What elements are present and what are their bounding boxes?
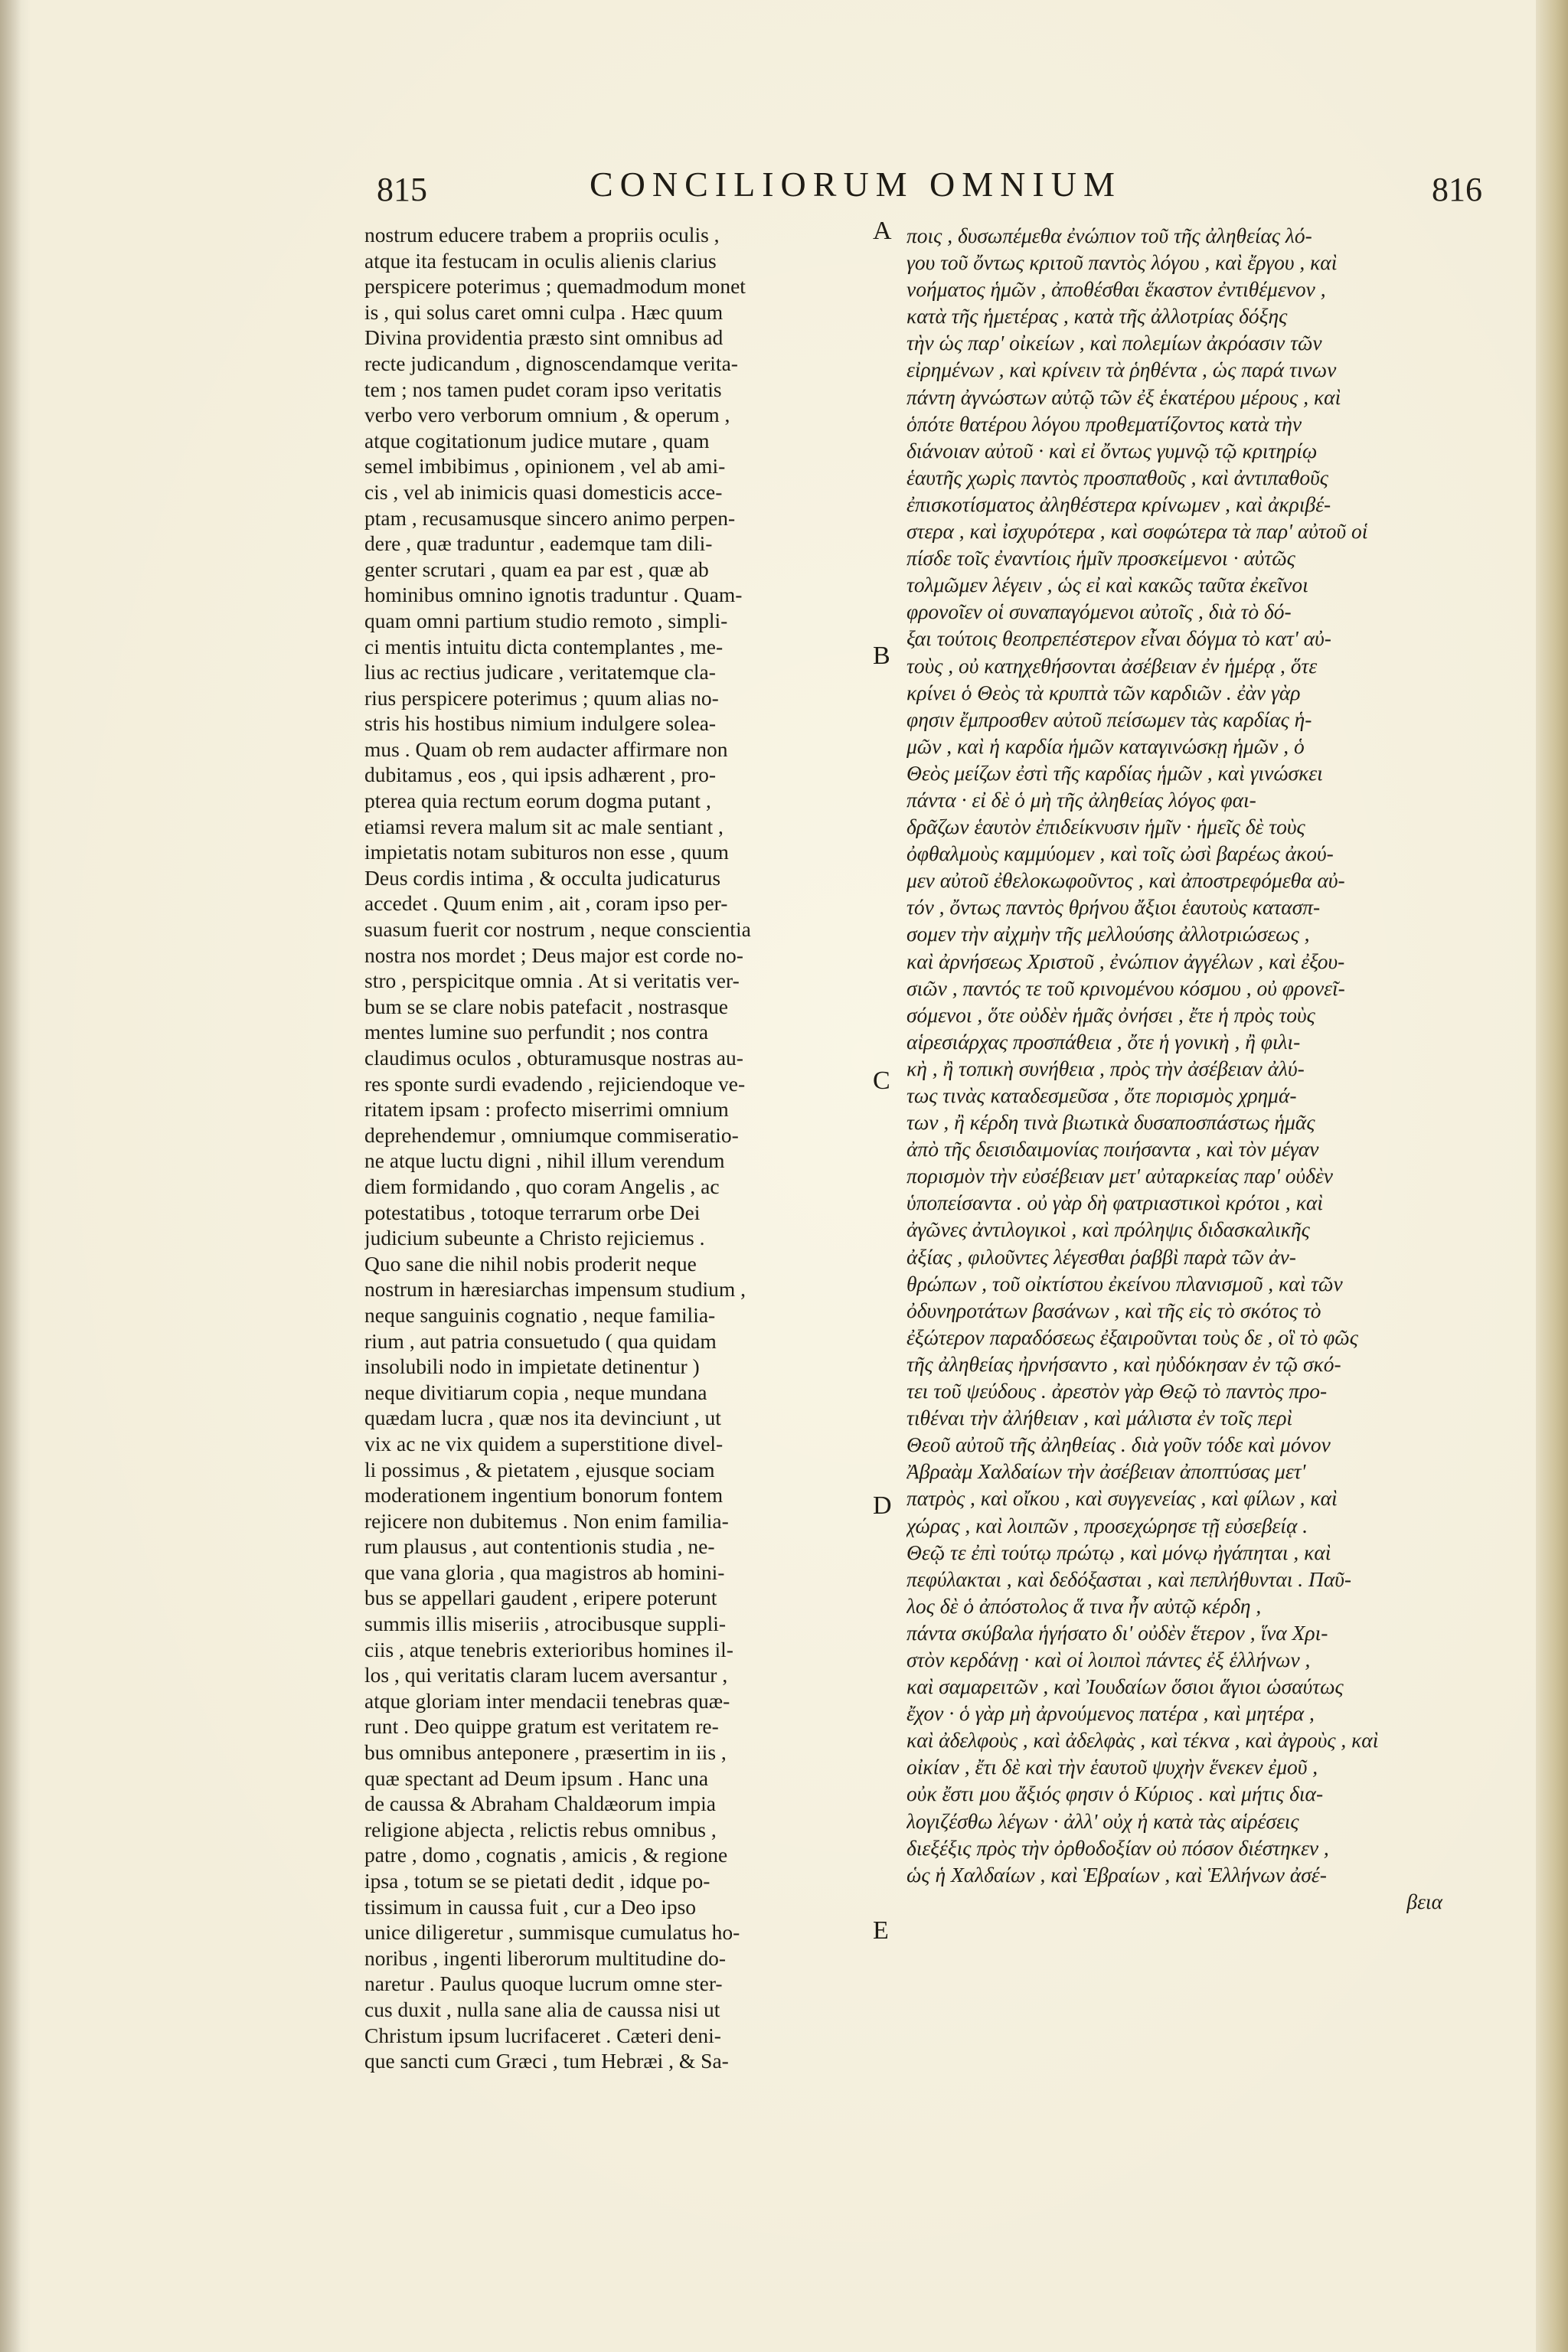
latin-text-column <box>364 222 870 2074</box>
latin-text-line: res sponte surdi evadendo , rejiciendoque ve- <box>364 1071 746 1096</box>
latin-text-line: nostrum in hæresiarchas impensum studium , <box>364 1277 746 1302</box>
latin-text-line: potestatibus , totoque terrarum orbe Dei <box>364 1200 701 1224</box>
greek-text-line: μεν αὐτοῦ ἐθελοκωφοῦντος , καὶ ἀποστρεφόμεθα αὐ- <box>906 868 1345 893</box>
latin-text-line: claudimus oculos , obturamusque nostras au- <box>364 1046 743 1070</box>
latin-text-line: dubitamus , eos , qui ipsis adhærent , pro- <box>364 763 717 787</box>
latin-text-line: tissimum in caussa fuit , cur a Deo ipso <box>364 1894 697 1919</box>
greek-text-line: διεξέξις πρὸς τὴν ὀρθοδοξίαν οὐ πόσον διέστηκεν , <box>906 1835 1329 1860</box>
greek-text-line: φρονοῖεν οἱ συναπαγόμενοι αὐτοῖς , διὰ τὸ δό- <box>906 599 1292 624</box>
latin-text-line: atque ita festucam in oculis alienis clarius <box>364 248 717 273</box>
greek-text-column <box>906 222 1496 1915</box>
latin-text-line: unice diligeretur , summisque cumulatus ho- <box>364 1920 740 1945</box>
latin-text-line: verbo vero verborum omnium , & operum , <box>364 403 730 427</box>
greek-text-line: Ἀβραὰμ Χαλδαίων τὴν ἀσέβειαν ἀποπτύσας μετ' <box>906 1459 1306 1484</box>
greek-text-line: καὶ ἀρνήσεως Χριστοῦ , ἐνώπιον ἀγγέλων , καὶ ἐξου- <box>906 949 1345 973</box>
page-number-right: 816 <box>1432 171 1482 208</box>
latin-text-line: summis illis miseriis , atrocibusque suppli- <box>364 1612 727 1636</box>
greek-text-line: ἐπισκοτίσματος ἀληθέστερα κρίνωμεν , καὶ ἀκριβέ- <box>906 492 1331 516</box>
latin-text-line: ne atque luctu digni , nihil illum verendum <box>364 1148 725 1173</box>
greek-text-line: πεφύλακται , καὶ δεδόξασται , καὶ πεπλήθυνται . Παῦ- <box>906 1566 1352 1591</box>
latin-text-line: dere , quæ traduntur , eademque tam dili- <box>364 531 713 556</box>
latin-text-line: ptam , recusamusque sincero animo perpen- <box>364 505 736 530</box>
latin-text-line: moderationem ingentium bonorum fontem <box>364 1483 724 1508</box>
greek-text-line: τει τοῦ ψεύδους . ἀρεστὸν γὰρ Θεῷ τὸ παντὸς προ- <box>906 1379 1328 1403</box>
greek-text-line: τῆς ἀληθείας ἠρνήσαντο , καὶ ηὐδόκησαν ἐν τῷ σκό- <box>906 1351 1341 1376</box>
latin-text-line: diem formidando , quo coram Angelis , ac <box>364 1174 720 1198</box>
latin-text-line: stris his hostibus nimium indulgere solea- <box>364 711 717 736</box>
greek-text-line: ἔχον · ὁ γὰρ μὴ ἀρνούμενος πατέρα , καὶ μητέρα , <box>906 1701 1315 1726</box>
latin-text-line: suasum fuerit cor nostrum , neque conscientia <box>364 917 751 942</box>
latin-text-line: noribus , ingenti liberorum multitudine do- <box>364 1945 727 1970</box>
greek-text-line: λογιζέσθω λέγων · ἀλλ' οὐχ ἡ κατὰ τὰς αἱρέσεις <box>906 1808 1299 1833</box>
latin-text-line: vix ac ne vix quidem a superstitione divel- <box>364 1431 724 1455</box>
latin-text-line: runt . Deo quippe gratum est veritatem re- <box>364 1714 719 1739</box>
greek-text-line: των , ἢ κέρδη τινὰ βιωτικὰ δυσαποσπάστως ἡμᾶς <box>906 1110 1315 1135</box>
greek-text-line: καὶ ἀδελφοὺς , καὶ ἀδελφὰς , καὶ τέκνα , καὶ ἀγροὺς , καὶ <box>906 1728 1379 1753</box>
section-marker-a: A <box>873 217 892 245</box>
greek-text-line: σόμενοι , ὅτε οὐδὲν ἡμᾶς ὀνήσει , ἔτε ἡ πρὸς τοὺς <box>906 1002 1315 1027</box>
greek-text-line: στερα , καὶ ἰσχυρότερα , καὶ σοφώτερα τὰ παρ' αὐτοῦ οἱ <box>906 519 1368 544</box>
latin-text-line: insolubili nodo in impietate detinentur ) <box>364 1354 700 1379</box>
greek-text-line: ὀφθαλμοὺς καμμύομεν , καὶ τοῖς ὠσὶ βαρέως ἀκού- <box>906 841 1334 866</box>
latin-text-line: is , qui solus caret omni culpa . Hæc quum <box>364 299 724 324</box>
latin-text-line: atque cogitationum judice mutare , quam <box>364 428 710 452</box>
page-fold-shadow <box>0 0 21 2352</box>
greek-text-line: εἰρημένων , καὶ κρίνειν τὰ ῥηθέντα , ὡς παρά τινων <box>906 358 1337 382</box>
greek-text-line: λος δὲ ὁ ἀπόστολος ἅ τινα ἦν αὐτῷ κέρδη , <box>906 1593 1262 1618</box>
latin-text-line: nostrum educere trabem a propriis oculis , <box>364 223 720 247</box>
greek-text-line: νοήματος ἡμῶν , ἀποθέσθαι ἕκαστον ἐντιθέμενον , <box>906 277 1326 302</box>
latin-text-line: genter scrutari , quam ea par est , quæ ab <box>364 557 709 581</box>
greek-text-line: σιῶν , παντός τε τοῦ κρινομένου κόσμου , οὐ φρονεῖ- <box>906 975 1345 1000</box>
latin-text-line: etiamsi revera malum sit ac male sentiant , <box>364 814 724 838</box>
latin-text-line: li possimus , & pietatem , ejusque sociam <box>364 1457 715 1481</box>
greek-text-line: ὡς ἡ Χαλδαίων , καὶ Ἑβραίων , καὶ Ἑλλήνων ἀσέ- <box>906 1862 1327 1886</box>
latin-text-line: quæ spectant ad Deum ipsum . Hanc una <box>364 1766 709 1790</box>
greek-text-line: γου τοῦ ὄντως κριτοῦ παντὸς λόγου , καὶ ἔργου , καὶ <box>906 250 1338 275</box>
greek-text-line: σομεν τὴν αἰχμὴν τῆς μελλούσης ἀλλοτριώσεως , <box>906 922 1310 946</box>
greek-text-line: φησιν ἔμπροσθεν αὐτοῦ πείσωμεν τὰς καρδίας ἡ- <box>906 707 1312 731</box>
latin-text-line: bum se se clare nobis patefacit , nostrasque <box>364 994 728 1018</box>
greek-text-line: πατρὸς , καὶ οἴκου , καὶ συγγενείας , καὶ φίλων , καὶ <box>906 1486 1338 1511</box>
greek-text-line: οἰκίαν , ἔτι δὲ καὶ τὴν ἑαυτοῦ ψυχὴν ἕνεκεν ἐμοῦ , <box>906 1755 1318 1779</box>
latin-text-line: que sancti cum Græci , tum Hebræi , & Sa- <box>364 2049 729 2073</box>
latin-text-line: perspicere poterimus ; quemadmodum monet <box>364 274 746 299</box>
greek-text-line: πορισμὸν τὴν εὐσέβειαν μετ' αὐταρκείας παρ' οὐδὲν <box>906 1164 1333 1188</box>
latin-text-line: Divina providentia præsto sint omnibus ad <box>364 325 724 350</box>
greek-text-line: πάντα σκύβαλα ἡγήσατο δι' οὐδὲν ἕτερον , ἵνα Χρι- <box>906 1620 1328 1645</box>
latin-text-line: hominibus omnino ignotis traduntur . Quam- <box>364 583 743 607</box>
latin-text-line: quædam lucra , quæ nos ita devinciunt , ut <box>364 1406 721 1430</box>
latin-text-line: neque sanguinis cognatio , neque familia- <box>364 1302 716 1327</box>
latin-text-line: Quo sane die nihil nobis proderit neque <box>364 1251 697 1276</box>
greek-text-line: αἱρεσιάρχας προσπάθεια , ὄτε ἡ γονικὴ , ἢ φιλι- <box>906 1029 1301 1054</box>
latin-text-line: ipsa , totum se se pietati dedit , idque po- <box>364 1869 710 1893</box>
greek-text-line: χώρας , καὶ λοιπῶν , προσεχώρησε τῇ εὐσεβείᾳ . <box>906 1513 1308 1537</box>
latin-text-line: de caussa & Abraham Chaldæorum impia <box>364 1792 717 1816</box>
latin-text-line: lius ac rectius judicare , veritatemque cla- <box>364 660 716 684</box>
latin-text-line: Christum ipsum lucrifaceret . Cæteri deni- <box>364 2023 721 2047</box>
greek-text-line: κὴ , ἢ τοπικὴ συνήθεια , πρὸς τὴν ἀσέβειαν ἀλύ- <box>906 1056 1305 1080</box>
latin-text-line: cus duxit , nulla sane alia de caussa nisi ut <box>364 1997 720 2021</box>
greek-text-line: καὶ σαμαρειτῶν , καὶ Ἰουδαίων ὅσιοι ἅγιοι ὡσαύτως <box>906 1674 1344 1699</box>
latin-text-line: rum plausus , aut contentionis studia , ne- <box>364 1534 715 1559</box>
latin-text-line: ciis , atque tenebris exterioribus homines il- <box>364 1637 733 1661</box>
greek-text-line: πίσδε τοῖς ἐναντίοις ἡμῖν προσκείμενοι · αὐτῶς <box>906 546 1295 570</box>
latin-text-line: bus omnibus anteponere , præsertim in iis , <box>364 1740 727 1765</box>
greek-text-line: στὸν κερδάνῃ · καὶ οἱ λοιποὶ πάντες ἐξ ἑλλήνων , <box>906 1647 1311 1671</box>
latin-text-line: atque gloriam inter mendacii tenebras quæ- <box>364 1688 730 1713</box>
greek-text-line: μῶν , καὶ ἡ καρδία ἡμῶν καταγινώσκῃ ἡμῶν , ὁ <box>906 733 1305 758</box>
latin-text-line: rejicere non dubitemus . Non enim familia- <box>364 1508 729 1533</box>
greek-text-line: κατὰ τῆς ἡμετέρας , κατὰ τῆς ἀλλοτρίας δόξης <box>906 304 1288 328</box>
next-page-edge <box>1536 0 1568 2352</box>
greek-text-line: Θεοῦ αὐτοῦ τῆς ἀληθείας . διὰ γοῦν τόδε καὶ μόνον <box>906 1432 1331 1457</box>
greek-text-line: ὁπότε θατέρου λόγου προθεματίζοντος κατὰ τὴν <box>906 411 1302 436</box>
greek-text-line: πάντη ἀγνώστων αὐτῷ τῶν ἐξ ἑκατέρου μέρους , καὶ <box>906 384 1341 409</box>
greek-text-line: Θεῷ τε ἐπὶ τούτῳ πρώτῳ , καὶ μόνῳ ἠγάπηται , καὶ <box>906 1540 1331 1564</box>
greek-text-line: ἀπὸ τῆς δεισιδαιμονίας ποιήσαντα , καὶ τὸν μέγαν <box>906 1137 1319 1161</box>
latin-text-line: recte judicandum , dignoscendamque verita- <box>364 351 738 375</box>
section-marker-c: C <box>873 1067 890 1095</box>
latin-text-line: religione abjecta , relictis rebus omnibus , <box>364 1817 717 1841</box>
section-marker-b: B <box>873 642 890 670</box>
greek-text-line: τως τινὰς καταδεσμεῦσα , ὄτε πορισμὸς χρημά- <box>906 1083 1297 1107</box>
latin-text-line: tem ; nos tamen pudet coram ipso veritatis <box>364 377 722 401</box>
greek-text-line: ἀξίας , φιλοῦντες λέγεσθαι ῥαββὶ παρὰ τῶν ἀν- <box>906 1244 1296 1269</box>
page-number-left: 815 <box>377 171 427 208</box>
greek-text-line: τοὺς , οὐ κατηχεθήσονται ἀσέβειαν ἐν ἡμέρᾳ , ὅτε <box>906 653 1318 678</box>
greek-text-line: τὴν ὡς παρ' οἰκείων , καὶ πολεμίων ἀκρόασιν τῶν <box>906 331 1322 355</box>
latin-text-line: neque divitiarum copia , neque mundana <box>364 1380 707 1404</box>
latin-text-line: accedet . Quum enim , ait , coram ipso per- <box>364 891 728 916</box>
greek-text-line: τόν , ὄντως παντὸς θρήνου ἄξιοι ἑαυτοὺς κατασπ- <box>906 895 1321 920</box>
latin-text-line: cis , vel ab inimicis quasi domesticis acce- <box>364 479 723 504</box>
latin-text-line: naretur . Paulus quoque lucrum omne ster- <box>364 1971 723 1996</box>
greek-text-line: δρᾶζων ἑαυτὸν ἐπιδείκνυσιν ἡμῖν · ἡμεῖς δὲ τοὺς <box>906 815 1305 839</box>
latin-text-line: patre , domo , cognatis , amicis , & regione <box>364 1843 728 1867</box>
latin-text-line: los , qui veritatis claram lucem aversantur , <box>364 1663 728 1687</box>
latin-text-line: deprehendemur , omniumque commiseratio- <box>364 1122 739 1147</box>
section-marker-d: D <box>873 1491 892 1520</box>
latin-text-line: rium , aut patria consuetudo ( qua quidam <box>364 1328 717 1353</box>
greek-text-line: τιθέναι τὴν ἀλήθειαν , καὶ μάλιστα ἐν τοῖς περὶ <box>906 1406 1293 1430</box>
greek-text-line: Θεὸς μείζων ἐστὶ τῆς καρδίας ἡμῶν , καὶ γινώσκει <box>906 760 1323 785</box>
greek-text-line: διάνοιαν αὐτοῦ · καὶ εἰ ὄντως γυμνῷ τῷ κριτηρίῳ <box>906 438 1318 462</box>
greek-text-line: ποις , δυσωπέμεθα ἐνώπιον τοῦ τῆς ἀληθείας λό- <box>906 224 1312 247</box>
latin-text-line: rius perspicere poterimus ; quum alias no- <box>364 685 719 710</box>
latin-text-line: semel imbibimus , opinionem , vel ab ami- <box>364 454 726 479</box>
running-head-title: CONCILIORUM OMNIUM <box>590 165 1122 204</box>
latin-text-line: que vana gloria , qua magistros ab homini- <box>364 1560 725 1584</box>
latin-text-line: mentes lumine suo perfundit ; nos contra <box>364 1020 709 1044</box>
greek-text-line: ξαι τούτοις θεοπρεπέστερον εἶναι δόγμα τὸ κατ' αὐ- <box>906 626 1331 651</box>
greek-text-line: βεια <box>1406 1889 1442 1913</box>
greek-text-line: ἀγῶνες ἀντιλογικοὶ , καὶ πρόληψις διδασκαλικῆς <box>906 1217 1310 1242</box>
greek-text-line: ὑποπείσαντα . οὐ γὰρ δὴ φατριαστικοὶ κρότοι , καὶ <box>906 1191 1323 1215</box>
latin-text-line: ritatem ipsam : profecto miserrimi omnium <box>364 1097 729 1122</box>
greek-text-line: πάντα · εἰ δὲ ὁ μὴ τῆς ἀληθείας λόγος φαι- <box>906 787 1256 812</box>
greek-text-line: ἑαυτῆς χωρὶς παντὸς προσπαθοῦς , καὶ ἀντιπαθοῦς <box>906 465 1328 489</box>
latin-text-line: ci mentis intuitu dicta contemplantes , me- <box>364 634 724 658</box>
latin-text-line: Deus cordis intima , & occulta judicaturus <box>364 865 721 890</box>
greek-text-line: τολμῶμεν λέγειν , ὡς εἰ καὶ κακῶς ταῦτα ἐκεῖνοι <box>906 573 1308 597</box>
greek-text-line: κρίνει ὁ Θεὸς τὰ κρυπτὰ τῶν καρδιῶν . ἐὰν γὰρ <box>906 680 1301 704</box>
section-marker-e: E <box>873 1916 889 1945</box>
latin-text-line: quam omni partium studio remoto , simpli- <box>364 608 728 632</box>
greek-text-line: θρώπων , τοῦ οἰκτίστου ἐκείνου πλανισμοῦ , καὶ τῶν <box>906 1271 1343 1295</box>
latin-text-line: nostra nos mordet ; Deus major est corde no- <box>364 942 743 967</box>
latin-text-line: judicium subeunte a Christo rejiciemus . <box>364 1226 705 1250</box>
latin-text-line: bus se appellari gaudent , eripere poterunt <box>364 1586 717 1610</box>
latin-text-line: impietatis notam subituros non esse , quum <box>364 840 729 864</box>
greek-text-line: ἐξώτερον παραδόσεως ἐξαιροῦνται τοὺς δε , οἳ τὸ φῶς <box>906 1325 1358 1349</box>
latin-text-line: pterea quia rectum eorum dogma putant , <box>364 789 711 813</box>
latin-text-line: stro , perspicitque omnia . At si veritatis ver- <box>364 969 740 993</box>
latin-text-line: mus . Quam ob rem audacter affirmare non <box>364 737 728 761</box>
greek-text-line: ὀδυνηροτάτων βασάνων , καὶ τῆς εἰς τὸ σκότος τὸ <box>906 1298 1321 1322</box>
greek-text-line: οὐκ ἔστι μου ἄξιός φησιν ὁ Κύριος . καὶ μήτις δια- <box>906 1782 1324 1806</box>
